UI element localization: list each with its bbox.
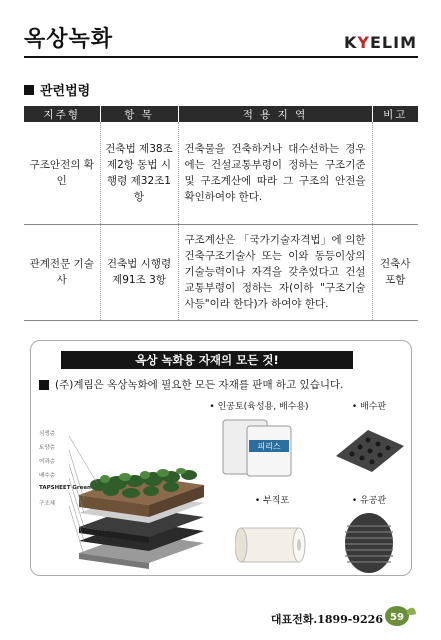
soil-bag-icon: [219, 416, 299, 478]
column-header-note: 비고: [372, 106, 418, 122]
product-caption: • 유공관: [351, 496, 387, 506]
cell-type: 구조안전의 확인: [24, 122, 100, 224]
law-table: [24, 106, 418, 321]
product-drainage-board: [329, 399, 409, 481]
layer-label: 여과층: [39, 459, 55, 465]
cell-note: [372, 122, 418, 224]
green-roof-layers-illustration: [39, 403, 209, 573]
column-header-item: 항 목: [100, 106, 178, 122]
table-row: [24, 224, 418, 320]
footer-phone: 대표전화.1899-9226: [270, 613, 383, 626]
product-artificial-soil: [209, 399, 309, 481]
layer-label: 배수층: [39, 473, 55, 479]
title-divider: [24, 56, 418, 58]
fabric-roll-icon: [235, 510, 309, 572]
svg-text:59: 59: [390, 612, 404, 623]
cell-type: 관계전문 기술사: [24, 224, 100, 320]
promo-box: [30, 340, 412, 576]
pipe-coil-icon: [339, 510, 399, 576]
product-caption: • 부직포: [254, 496, 290, 506]
promo-banner: 옥상 녹화용 자재의 모든 것!: [61, 351, 353, 369]
layer-label: 식생층: [39, 431, 55, 437]
table-header-row: [24, 106, 418, 122]
column-header-type: 지주형: [24, 106, 100, 122]
drainage-board-icon: [332, 416, 406, 478]
layer-label: 구조체: [39, 501, 55, 507]
product-caption: • 인공토(육성용, 배수용): [209, 402, 309, 412]
cell-note: 건축사 포함: [372, 224, 418, 320]
product-caption: • 배수판: [351, 402, 387, 412]
cell-desc: 건축물을 건축하거나 대수선하는 경우에는 건설교통부령이 정하는 구조기준 및 구조계산에 따라 그 구조의 안전을 확인하여야 한다.: [178, 122, 372, 224]
svg-text:피리스: 피리스: [257, 442, 281, 451]
cell-item: 건축법 시행령 제91조 3항: [100, 224, 178, 320]
table-row: [24, 122, 418, 224]
company-logo: KYELIM: [344, 33, 417, 52]
leaf-icon: [383, 602, 417, 628]
layer-label: TAPSHEET Green: [39, 485, 91, 491]
product-nonwoven-fabric: [227, 493, 317, 575]
layer-label: 토양층: [39, 445, 55, 451]
page-title: 옥상녹화: [24, 27, 114, 52]
promo-description: (주)계림은 옥상녹화에 필요한 모든 자재를 판매 하고 있습니다.: [39, 377, 343, 392]
square-bullet-icon: [39, 380, 49, 390]
cell-desc: 구조계산은 「국가기술자격법」에 의한 건축구조기술사 또는 이와 동등이상의 기술능력이나 자격을 갖추었다고 건설교통부령이 정하는 자(이하 "구조기술사등"이라 한다)가 하여야 한다.: [178, 224, 372, 320]
column-header-scope: 적 용 지 역: [178, 106, 372, 122]
product-perforated-pipe: [331, 493, 407, 579]
cell-item: 건축법 제38조 제2항 동법 시행령 제32조1항: [100, 122, 178, 224]
layer-labels: [39, 429, 91, 513]
square-bullet-icon: [24, 85, 34, 95]
section-heading: 관련법령: [24, 80, 90, 99]
page-number-badge: [383, 602, 417, 632]
